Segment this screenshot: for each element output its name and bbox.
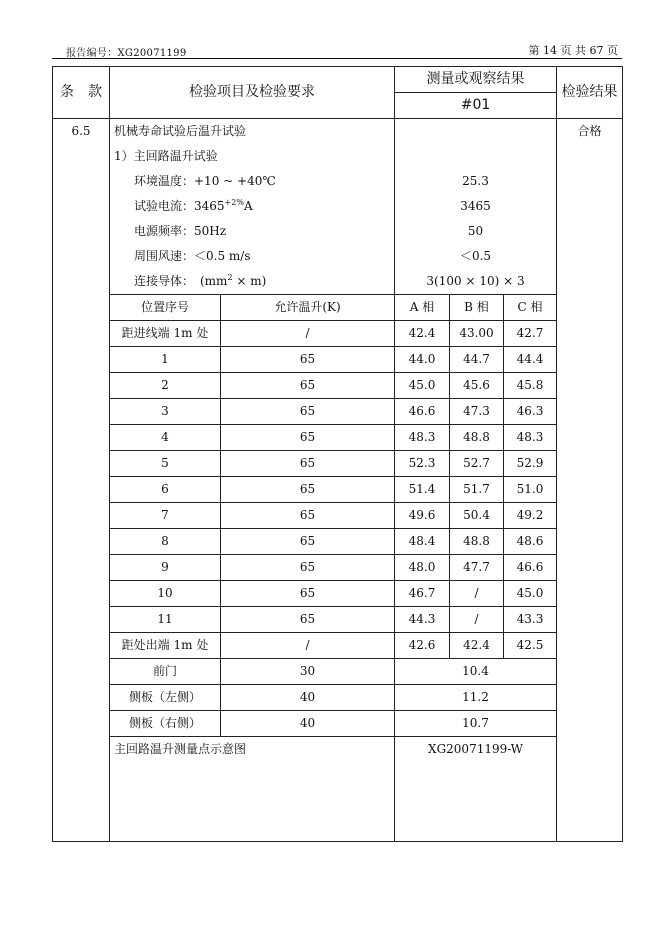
row-b: 47.3 bbox=[450, 399, 504, 425]
row-allowed: 65 bbox=[221, 581, 395, 607]
col-verdict: 检验结果 bbox=[557, 67, 623, 119]
subsection-result bbox=[395, 144, 557, 169]
table-row bbox=[53, 529, 623, 555]
row-position: 10 bbox=[110, 581, 221, 607]
condition-label: 周围风速：＜0.5 m/s bbox=[110, 244, 395, 269]
inspection-table bbox=[52, 66, 623, 842]
diagram-reference: XG20071199-W bbox=[395, 737, 557, 842]
section-title: 机械寿命试验后温升试验 bbox=[110, 119, 395, 145]
row-b: 42.4 bbox=[450, 633, 504, 659]
row-b: 51.7 bbox=[450, 477, 504, 503]
panel-row bbox=[53, 659, 623, 685]
table-row bbox=[53, 607, 623, 633]
row-a: 48.4 bbox=[395, 529, 450, 555]
table-row bbox=[53, 477, 623, 503]
row-a: 48.3 bbox=[395, 425, 450, 451]
condition-label: 环境温度：+10 ~ +40℃ bbox=[110, 169, 395, 194]
row-c: 46.3 bbox=[504, 399, 557, 425]
row-position: 5 bbox=[110, 451, 221, 477]
table-row bbox=[53, 581, 623, 607]
table-row bbox=[53, 399, 623, 425]
condition-value: 3(100 × 10) × 3 bbox=[395, 269, 557, 295]
row-c: 45.8 bbox=[504, 373, 557, 399]
verdict: 合格 bbox=[557, 119, 623, 842]
row-position: 2 bbox=[110, 373, 221, 399]
row-position: 11 bbox=[110, 607, 221, 633]
table-row bbox=[53, 321, 623, 347]
row-allowed: 65 bbox=[221, 607, 395, 633]
diagram-label: 主回路温升测量点示意图 bbox=[110, 737, 395, 842]
row-allowed: 65 bbox=[221, 503, 395, 529]
row-allowed: 65 bbox=[221, 451, 395, 477]
row-b: / bbox=[450, 607, 504, 633]
col-measure: 测量或观察结果 bbox=[395, 67, 557, 93]
row-allowed: 65 bbox=[221, 477, 395, 503]
table-row bbox=[53, 555, 623, 581]
report-number: 报告编号：XG20071199 bbox=[66, 48, 187, 59]
row-a: 46.7 bbox=[395, 581, 450, 607]
section-title-result bbox=[395, 119, 557, 145]
panel-row bbox=[53, 711, 623, 737]
subsection-title: 1）主回路温升试验 bbox=[110, 144, 395, 169]
row-c: 43.3 bbox=[504, 607, 557, 633]
row-b: 45.6 bbox=[450, 373, 504, 399]
condition-label: 试验电流：$3465^{+2\%}A$ bbox=[110, 194, 395, 219]
grid-col-b: B 相 bbox=[450, 295, 504, 321]
row-c: 42.5 bbox=[504, 633, 557, 659]
row-position: 8 bbox=[110, 529, 221, 555]
row-position: 6 bbox=[110, 477, 221, 503]
panel-row bbox=[53, 685, 623, 711]
grid-col-c: C 相 bbox=[504, 295, 557, 321]
row-a: 42.6 bbox=[395, 633, 450, 659]
clause-number: 6.5 bbox=[53, 119, 110, 842]
condition-value: 50 bbox=[395, 219, 557, 244]
panel-value: 10.4 bbox=[395, 659, 557, 685]
panel-allowed: 40 bbox=[221, 685, 395, 711]
condition-value: 3465 bbox=[395, 194, 557, 219]
row-allowed: 65 bbox=[221, 529, 395, 555]
table-row bbox=[53, 373, 623, 399]
row-allowed: / bbox=[221, 633, 395, 659]
condition-row bbox=[53, 244, 623, 269]
section-title-row bbox=[53, 119, 623, 145]
row-c: 49.2 bbox=[504, 503, 557, 529]
grid-col-allowed: 允许温升(K) bbox=[221, 295, 395, 321]
row-b: 50.4 bbox=[450, 503, 504, 529]
row-allowed: 65 bbox=[221, 555, 395, 581]
row-c: 44.4 bbox=[504, 347, 557, 373]
row-position: 4 bbox=[110, 425, 221, 451]
row-c: 48.3 bbox=[504, 425, 557, 451]
panel-position: 侧板（右侧） bbox=[110, 711, 221, 737]
row-b: 43.00 bbox=[450, 321, 504, 347]
table-header-row bbox=[53, 67, 623, 93]
col-measure-sample: #01 bbox=[395, 93, 557, 119]
row-b: 44.7 bbox=[450, 347, 504, 373]
row-a: 45.0 bbox=[395, 373, 450, 399]
row-b: / bbox=[450, 581, 504, 607]
condition-row bbox=[53, 269, 623, 295]
panel-allowed: 30 bbox=[221, 659, 395, 685]
row-position: 3 bbox=[110, 399, 221, 425]
row-allowed: / bbox=[221, 321, 395, 347]
row-b: 48.8 bbox=[450, 529, 504, 555]
condition-label: 连接导体： $(mm^2 \times m)$ bbox=[110, 269, 395, 295]
condition-row bbox=[53, 219, 623, 244]
diagram-row bbox=[53, 737, 623, 842]
condition-row bbox=[53, 194, 623, 219]
row-a: 48.0 bbox=[395, 555, 450, 581]
row-position: 距处出端 1m 处 bbox=[110, 633, 221, 659]
table-row bbox=[53, 347, 623, 373]
col-item: 检验项目及检验要求 bbox=[110, 67, 395, 119]
table-row bbox=[53, 503, 623, 529]
row-a: 51.4 bbox=[395, 477, 450, 503]
page-number: 第 14 页 共 67 页 bbox=[528, 44, 618, 57]
row-c: 51.0 bbox=[504, 477, 557, 503]
panel-allowed: 40 bbox=[221, 711, 395, 737]
row-c: 45.0 bbox=[504, 581, 557, 607]
grid-header-row bbox=[53, 295, 623, 321]
panel-position: 侧板（左侧） bbox=[110, 685, 221, 711]
col-clause: 条 款 bbox=[53, 67, 110, 119]
row-a: 49.6 bbox=[395, 503, 450, 529]
grid-col-position: 位置序号 bbox=[110, 295, 221, 321]
row-b: 47.7 bbox=[450, 555, 504, 581]
condition-value: 25.3 bbox=[395, 169, 557, 194]
row-position: 1 bbox=[110, 347, 221, 373]
row-allowed: 65 bbox=[221, 347, 395, 373]
row-position: 9 bbox=[110, 555, 221, 581]
subsection-row bbox=[53, 144, 623, 169]
row-c: 46.6 bbox=[504, 555, 557, 581]
panel-position: 前门 bbox=[110, 659, 221, 685]
row-position: 7 bbox=[110, 503, 221, 529]
condition-label: 电源频率：50Hz bbox=[110, 219, 395, 244]
row-a: 44.3 bbox=[395, 607, 450, 633]
condition-row bbox=[53, 169, 623, 194]
row-allowed: 65 bbox=[221, 373, 395, 399]
grid-col-a: A 相 bbox=[395, 295, 450, 321]
row-allowed: 65 bbox=[221, 399, 395, 425]
row-a: 46.6 bbox=[395, 399, 450, 425]
row-b: 48.8 bbox=[450, 425, 504, 451]
row-c: 42.7 bbox=[504, 321, 557, 347]
row-a: 44.0 bbox=[395, 347, 450, 373]
row-a: 52.3 bbox=[395, 451, 450, 477]
panel-value: 11.2 bbox=[395, 685, 557, 711]
row-a: 42.4 bbox=[395, 321, 450, 347]
table-row bbox=[53, 633, 623, 659]
panel-value: 10.7 bbox=[395, 711, 557, 737]
row-b: 52.7 bbox=[450, 451, 504, 477]
table-row bbox=[53, 425, 623, 451]
row-position: 距进线端 1m 处 bbox=[110, 321, 221, 347]
table-row bbox=[53, 451, 623, 477]
condition-value: ＜0.5 bbox=[395, 244, 557, 269]
row-c: 52.9 bbox=[504, 451, 557, 477]
row-allowed: 65 bbox=[221, 425, 395, 451]
header-rule bbox=[52, 58, 622, 59]
row-c: 48.6 bbox=[504, 529, 557, 555]
